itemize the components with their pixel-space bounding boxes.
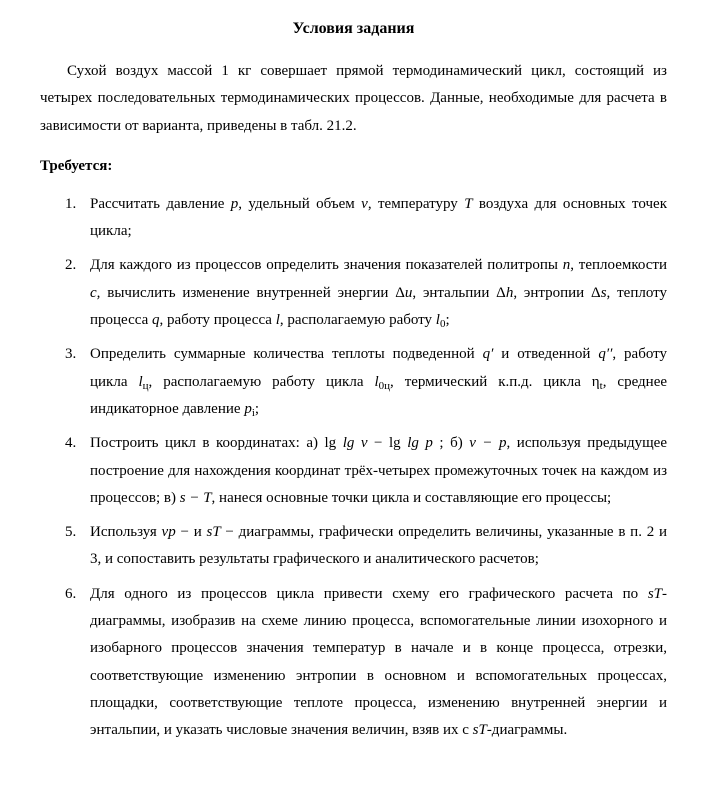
text-segment: q′′ xyxy=(598,346,613,363)
text-segment: Построить цикл в координатах: а) lg xyxy=(90,435,343,452)
item-number: 2. xyxy=(65,257,77,274)
item-number: 1. xyxy=(65,195,77,212)
task-item xyxy=(65,191,668,246)
text-segment: q xyxy=(152,312,160,329)
text-segment: − диаграммы, графически определить величины, указанные в п. 2 и 3, и сопоставить результаты графического и аналитического расчетов; xyxy=(90,524,667,568)
item-number: 3. xyxy=(65,346,77,363)
text-segment: sT xyxy=(647,585,662,602)
text-segment: и отведенной xyxy=(493,346,599,363)
text-segment: vp xyxy=(161,524,176,541)
text-segment: p xyxy=(244,400,252,417)
text-segment: Для каждого из процессов определить значения показателей политропы xyxy=(90,257,563,274)
text-segment: t xyxy=(599,379,603,392)
text-segment: u xyxy=(404,284,413,301)
text-segment: v − p xyxy=(469,435,507,452)
text-segment: v xyxy=(361,195,368,212)
text-segment: s − T xyxy=(179,489,212,506)
text-segment: , теплоту процесса xyxy=(90,284,667,329)
text-segment: 0ц xyxy=(378,379,390,392)
text-segment: l xyxy=(374,373,379,390)
intro-paragraph: Сухой воздух массой 1 кг совершает прямой термодинамический цикл, состоящий из четырех последовательных термодинамических процессов. Данные, необходимые для расчета в зависимости от варианта, приведены в табл. 21.2. xyxy=(40,63,667,134)
text-segment: -диаграммы. xyxy=(486,722,568,739)
text-segment: , энтропии Δ xyxy=(513,284,601,301)
page-title: Условия задания xyxy=(292,20,415,37)
text-segment: воздуха для основных точек цикла; xyxy=(90,195,668,240)
text-segment: , располагаемую работу цикла xyxy=(148,373,375,390)
text-segment: − lg xyxy=(367,435,408,452)
text-segment: − и xyxy=(175,524,207,541)
text-segment: p xyxy=(230,195,239,212)
text-segment: , термический к.п.д. цикла η xyxy=(390,373,600,390)
text-segment: T xyxy=(464,195,473,212)
text-segment: h xyxy=(505,284,514,301)
item-number: 4. xyxy=(65,435,77,452)
text-segment: вычислить изменение внутренней энергии Δ xyxy=(100,284,405,301)
text-segment: Определить суммарные количества теплоты подведенной xyxy=(90,346,483,363)
text-segment: n xyxy=(562,257,571,274)
text-segment: sT xyxy=(472,722,487,739)
item-number: 5. xyxy=(65,524,77,541)
task-item xyxy=(65,519,667,574)
text-segment: Рассчитать давление xyxy=(90,195,231,212)
task-item xyxy=(65,341,668,423)
text-segment: Для одного из процессов цикла привести схему его графического расчета по xyxy=(90,585,648,602)
text-segment: q′ xyxy=(482,346,494,363)
text-segment: l xyxy=(435,312,440,329)
text-segment: ; xyxy=(445,312,450,329)
text-segment: lg v xyxy=(342,435,368,452)
text-segment: l xyxy=(275,312,280,329)
text-segment: lg p xyxy=(407,435,433,452)
text-segment: ц xyxy=(142,379,149,392)
task-item xyxy=(65,581,667,745)
text-segment: , нанеся основные точки цикла и составляющие его процессы; xyxy=(211,489,612,506)
task-list xyxy=(40,191,667,745)
text-segment: -диаграммы, изобразив на схеме линию процесса, вспомогательные линии изохорного и изобарного процессов значения температур в начале и в конце процесса, отрезки, соответствующие изменению энтропии в основном и вспомогательных процессах, площадки, соответствующие теплоте процесса, изменению внутренней энергии и энтальпии, и указать числовые значения величин, взяв их с xyxy=(90,585,667,739)
text-segment: Используя xyxy=(90,524,162,541)
text-segment: , среднее индикаторное давление xyxy=(90,373,668,417)
text-segment: sT xyxy=(206,524,221,541)
text-segment: l xyxy=(138,373,143,390)
task-item xyxy=(65,430,667,512)
task-item xyxy=(65,252,667,334)
text-segment: , температуру xyxy=(367,195,465,212)
text-segment: , работу процесса xyxy=(159,312,276,329)
text-segment: , удельный объем xyxy=(238,195,362,212)
text-segment: ; xyxy=(254,400,260,417)
item-number: 6. xyxy=(65,585,77,602)
text-segment: , энтальпии Δ xyxy=(412,284,506,301)
text-segment: i xyxy=(251,406,255,419)
text-segment: , располагаемую работу xyxy=(279,312,436,329)
text-segment: s xyxy=(600,284,607,301)
text-segment: , теплоемкости xyxy=(570,257,667,274)
text-segment: 0 xyxy=(439,318,446,331)
text-segment: c, xyxy=(90,284,101,301)
text-segment: , работу цикла xyxy=(90,346,667,390)
text-segment: ; б) xyxy=(432,435,470,452)
requires-heading: Требуется: xyxy=(40,157,113,174)
text-segment: , используя предыдущее построение для нахождения координат трёх-четырех промежуточных точек на каждом из процессов; в) xyxy=(90,435,667,506)
